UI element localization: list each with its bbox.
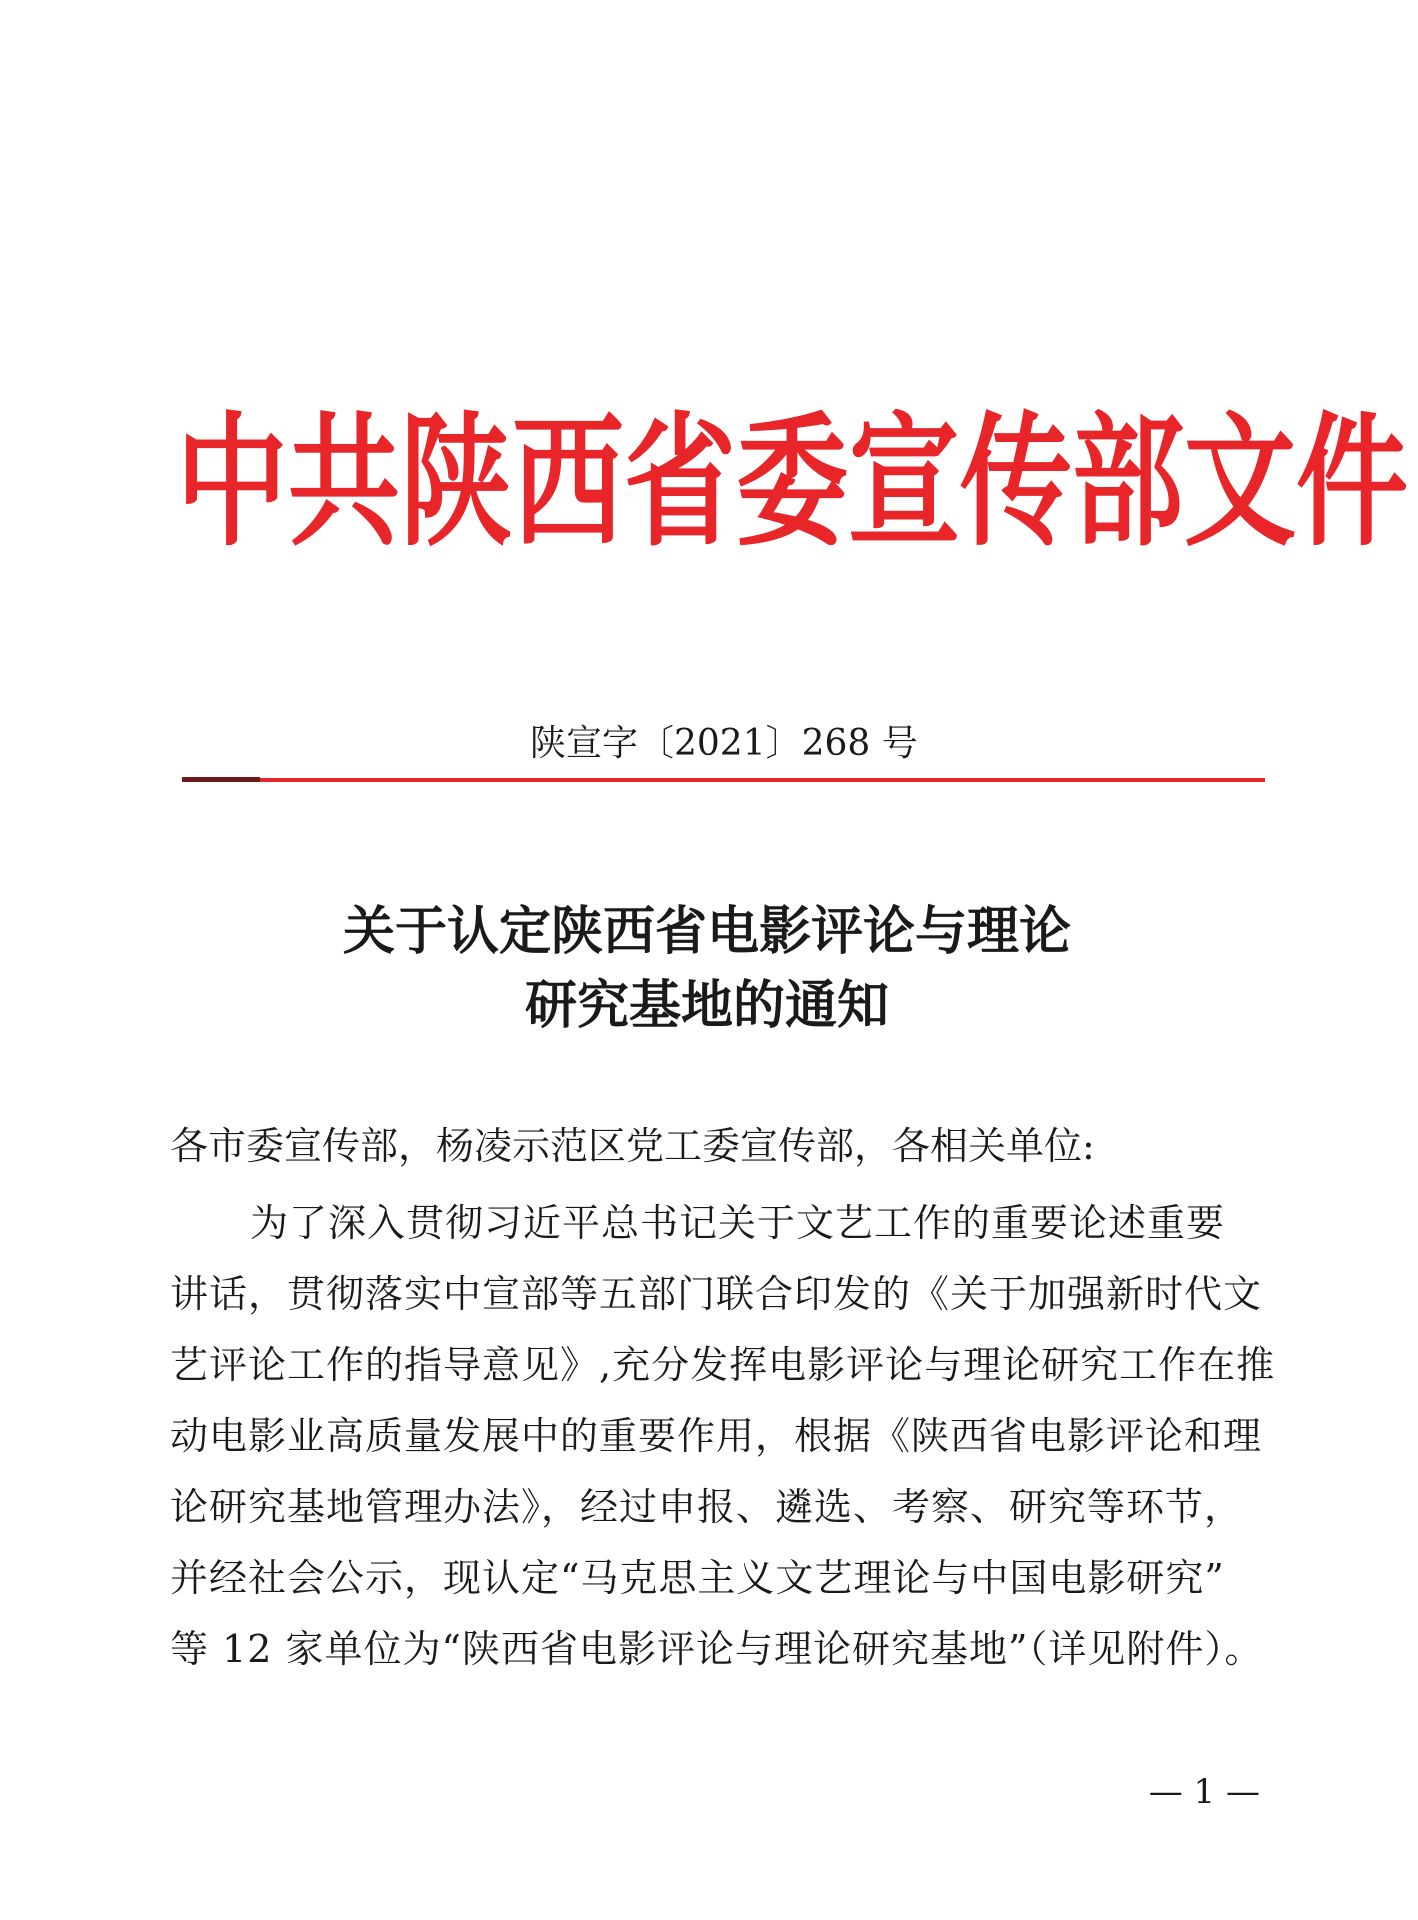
body-paragraph [170, 1188, 1276, 1685]
body-line: 论研究基地管理办法》，经过申报、遴选、考察、研究等环节， [170, 1485, 1244, 1529]
addressee-line: 各市委宣传部，杨凌示范区党工委宣传部，各相关单位: [170, 1124, 1095, 1168]
red-separator-line [182, 778, 1265, 782]
body-line: 动电影业高质量发展中的重要作用，根据《陕西省电影评论和理 [170, 1414, 1263, 1458]
document-title-line-1: 关于认定陕西省电影评论与理论 [342, 901, 1071, 962]
body-line: 并经社会公示，现认定“马克思主义文艺理论与中国电影研究” [170, 1556, 1225, 1600]
red-header-title: 中共陕西省委宣传部文件 [176, 398, 1408, 567]
document-number: 陕宣字〔2021〕268 号 [530, 723, 918, 764]
separator-line-accent [182, 777, 260, 782]
body-line: 讲话，贯彻落实中宣部等五部门联合印发的《关于加强新时代文 [170, 1272, 1263, 1316]
body-line: 艺评论工作的指导意见》,充分发挥电影评论与理论研究工作在推 [170, 1343, 1276, 1387]
document-title-line-2: 研究基地的通知 [524, 975, 889, 1036]
page-number: — 1 — [1148, 1772, 1260, 1812]
body-line: 等 12 家单位为“陕西省电影评论与理论研究基地”（详见附件）。 [170, 1627, 1264, 1671]
document-title [182, 895, 1232, 1043]
body-line: 为了深入贯彻习近平总书记关于文艺工作的重要论述重要 [250, 1201, 1226, 1245]
